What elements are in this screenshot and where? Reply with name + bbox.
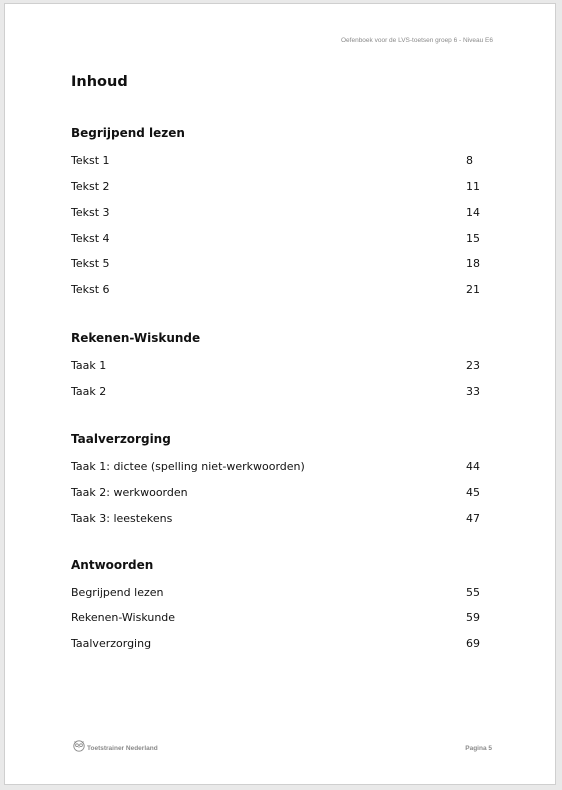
- toc-entry[interactable]: [71, 180, 483, 196]
- toc-entry[interactable]: [71, 611, 483, 627]
- toc-entry[interactable]: [71, 460, 483, 476]
- toc-entry-page: 33: [466, 385, 480, 398]
- toc-entry-label: Taak 1: [71, 359, 107, 372]
- toc-entry-label: Tekst 6: [71, 283, 110, 296]
- section-heading-begrijpend-lezen: Begrijpend lezen: [71, 126, 185, 140]
- toc-entry[interactable]: [71, 206, 483, 222]
- toc-entry[interactable]: [71, 154, 483, 170]
- toc-entry[interactable]: [71, 257, 483, 273]
- toc-entry-label: Taak 3: leestekens: [71, 512, 173, 525]
- toc-entry-page: 15: [466, 232, 480, 245]
- toc-entry-label: Taalverzorging: [71, 637, 152, 650]
- toc-entry[interactable]: [71, 512, 483, 528]
- toc-entry-label: Tekst 3: [71, 206, 110, 219]
- page-title: Inhoud: [71, 74, 128, 90]
- toc-entry[interactable]: [71, 232, 483, 248]
- toc-entry-page: 47: [466, 512, 480, 525]
- document-page: [4, 3, 556, 785]
- toc-entry-page: 23: [466, 359, 480, 372]
- footer-brand: Toetstrainer Nederland: [87, 745, 158, 752]
- toc-entry-page: 45: [466, 486, 480, 499]
- toc-entry-label: Rekenen-Wiskunde: [71, 611, 176, 624]
- toc-entry[interactable]: [71, 586, 483, 602]
- toc-entry-page: 11: [466, 180, 480, 193]
- toc-entry[interactable]: [71, 359, 483, 375]
- toc-entry-page: 21: [466, 283, 480, 296]
- toc-entry-label: Taak 2: [71, 385, 107, 398]
- toc-entry-page: 8: [466, 154, 473, 167]
- toc-entry-page: 59: [466, 611, 480, 624]
- toc-entry-page: 55: [466, 586, 480, 599]
- toc-entry-label: Taak 1: dictee (spelling niet-werkwoorden): [71, 460, 305, 473]
- toc-entry-label: Begrijpend lezen: [71, 586, 164, 599]
- toc-entry-label: Tekst 4: [71, 232, 110, 245]
- toc-entry-page: 44: [466, 460, 480, 473]
- section-heading-taalverzorging: Taalverzorging: [71, 432, 171, 446]
- toc-entry-label: Tekst 2: [71, 180, 110, 193]
- running-header: Oefenboek voor de LVS-toetsen groep 6 - Niveau E6: [340, 37, 493, 44]
- toc-entry[interactable]: [71, 283, 483, 299]
- owl-logo-icon: [71, 738, 87, 752]
- toc-entry-label: Taak 2: werkwoorden: [71, 486, 188, 499]
- toc-entry[interactable]: [71, 486, 483, 502]
- toc-entry-label: Tekst 1: [71, 154, 110, 167]
- toc-entry-page: 14: [466, 206, 480, 219]
- toc-entry-page: 18: [466, 257, 480, 270]
- footer-page-number: Pagina 5: [465, 745, 492, 752]
- toc-entry[interactable]: [71, 637, 483, 653]
- toc-entry-label: Tekst 5: [71, 257, 110, 270]
- section-heading-antwoorden: Antwoorden: [71, 558, 154, 572]
- toc-entry-page: 69: [466, 637, 480, 650]
- toc-entry[interactable]: [71, 385, 483, 401]
- section-heading-rekenen-wiskunde: Rekenen-Wiskunde: [71, 331, 201, 345]
